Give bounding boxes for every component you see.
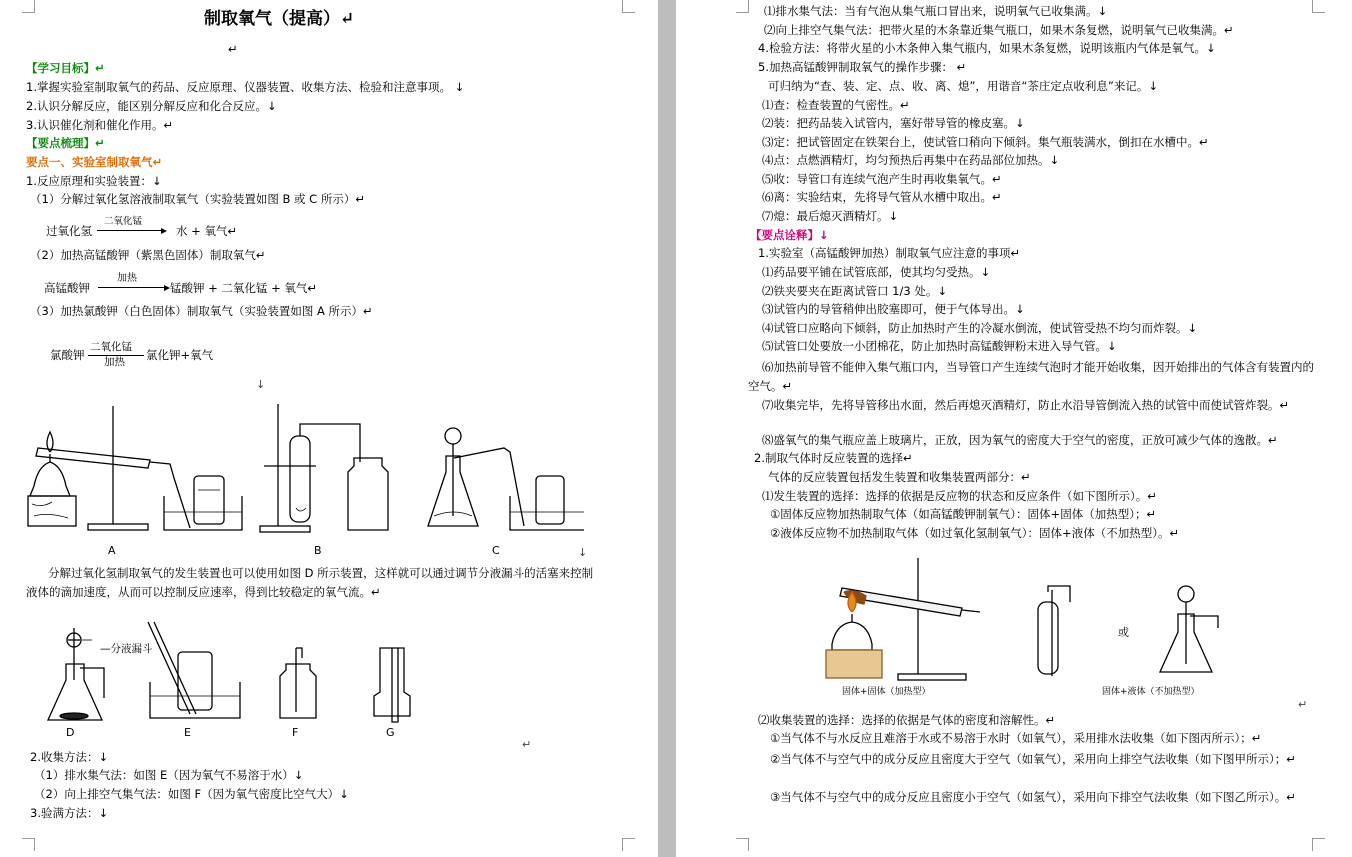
figure-label-c: C — [492, 544, 500, 557]
text-line: ⑶试管内的导管稍伸出胶塞即可，便于气体导出。↓ — [762, 302, 1025, 316]
subsection-header: 要点一、实验室制取氧气↵ — [26, 155, 163, 169]
text-line: ⑹离：实验结束，先将导气管从水槽中取出。↵ — [762, 190, 1002, 204]
page-corner-mark — [22, 838, 35, 851]
text-line: ⑸收：导管口有连续气泡产生时再收集氧气。↵ — [762, 172, 1002, 186]
equation-products: 水 + 氧气↵ — [176, 224, 238, 238]
caption-solid-solid: 固体+固体（加热型） — [842, 687, 931, 697]
figure-label-f: F — [292, 726, 299, 739]
text-line: （2）加热高锰酸钾（紫黑色固体）制取氧气↵ — [30, 248, 266, 262]
text-line: 3.验满方法：↓ — [30, 806, 109, 820]
text-line: 气体的反应装置包括发生装置和收集装置两部分：↵ — [768, 470, 1031, 484]
apparatus-figure-defg — [30, 618, 530, 742]
figure-label-a: A — [108, 544, 116, 557]
section-header-points: 【要点梳理】↵ — [26, 136, 105, 150]
text-line: 5.加热高锰酸钾制取氧气的操作步骤： ↵ — [758, 60, 967, 74]
generator-apparatus-figure — [822, 552, 1242, 702]
equation-condition-top: 二氧化锰 — [90, 341, 132, 353]
paragraph-note-7: ⑺收集完毕，先将导管移出水面，然后再熄灭酒精灯，防止水沿导管倒流入热的试管中而使试管炸裂。↵ — [762, 398, 1290, 412]
funnel-label: —分液漏斗 — [100, 643, 153, 655]
text-line: ⑵向上排空气集气法：把带火星的木条靠近集气瓶口，如果木条复燃，说明氧气已收集满。↵ — [764, 23, 1234, 37]
page-corner-mark — [622, 0, 635, 13]
equation-reactant: 氯酸钾 — [50, 348, 85, 362]
text-line: ⑶定：把试管固定在铁架台上，使试管口稍向下倾斜。集气瓶装满水，倒扣在水槽中。↵ — [762, 135, 1209, 149]
or-label: 或 — [1118, 626, 1129, 639]
text-line: 3.认识催化剂和催化作用。↵ — [26, 118, 174, 132]
figure-label-g: G — [386, 726, 395, 739]
text-line: ⑵铁夹要夹在距离试管口 1/3 处。↓ — [762, 284, 947, 298]
text-line: ⑴查：检查装置的气密性。↵ — [762, 98, 910, 112]
reaction-arrow — [97, 230, 163, 231]
left-page — [0, 0, 658, 857]
text-line: 1.反应原理和实验装置：↓ — [26, 174, 162, 188]
text-line: ⑴药品要平铺在试管底部，使其均匀受热。↓ — [762, 265, 991, 279]
equation-condition: 二氧化锰 — [104, 216, 143, 227]
paragraph-mark-icon: ↵ — [522, 738, 532, 751]
document-title: 制取氧气（提高）↵ — [204, 9, 355, 29]
right-page — [676, 0, 1352, 857]
page-corner-mark — [1312, 838, 1325, 851]
paragraph-mark-icon: ↓ — [256, 378, 266, 391]
text-line: ⑷试管口应略向下倾斜，防止加热时产生的冷凝水倒流，使试管受热不均匀而炸裂。↓ — [762, 321, 1198, 335]
text-line: ⑵装：把药品装入试管内，塞好带导管的橡皮塞。↓ — [762, 116, 1025, 130]
blank-paragraph: ↵ — [228, 42, 238, 56]
caption-solid-liquid: 固体+液体（不加热型） — [1102, 687, 1200, 697]
paragraph-collect-up: ②当气体不与空气中的成分反应且密度大于空气（如氧气），采用向上排空气法收集（如下图甲所示）；↵ — [770, 752, 1296, 766]
page-corner-mark — [736, 838, 749, 851]
paragraph-mark-icon: ↓ — [578, 546, 588, 559]
text-line: ⑸试管口处要放一小团棉花，防止加热时高锰酸钾粉末进入导气管。↓ — [762, 339, 1117, 353]
paragraph-note-6: ⑹加热前导管不能伸入集气瓶口内，当导管口产生连续气泡时才能开始收集，因开始排出的气体含有装置内的空气。↵ — [748, 360, 1314, 393]
text-line: ⑴排水集气法：当有气泡从集气瓶口冒出来，说明氧气已收集满。↓ — [764, 4, 1108, 18]
figure-label-d: D — [66, 726, 75, 739]
text-line: 4.检验方法：将带火星的小木条伸入集气瓶内，如果木条复燃，说明该瓶内气体是氧气。↓ — [758, 41, 1216, 55]
arrow-head-icon — [161, 228, 167, 234]
equation-condition: 加热 — [117, 273, 137, 284]
apparatus-figure-abc — [24, 396, 584, 560]
text-line: 1.实验室（高锰酸钾加热）制取氧气应注意的事项↵ — [758, 246, 1021, 260]
equation-condition-bottom: 加热 — [104, 356, 125, 368]
page-corner-mark — [622, 838, 635, 851]
text-line: 2.收集方法：↓ — [30, 750, 109, 764]
text-line: 1.掌握实验室制取氧气的药品、反应原理、仪器装置、收集方法、检验和注意事项。 ↓ — [26, 80, 465, 94]
text-line: 2.制取气体时反应装置的选择↵ — [754, 451, 913, 465]
text-line: （1）分解过氧化氢溶液制取氧气（实验装置如图 B 或 C 所示）↵ — [30, 192, 365, 206]
text-line: 2.认识分解反应，能区别分解反应和化合反应。↓ — [26, 99, 277, 113]
page-corner-mark — [1312, 0, 1325, 13]
paragraph-mark-icon: ↵ — [1298, 698, 1308, 711]
reaction-arrow — [98, 287, 166, 288]
equation-products: 氯化钾+氧气 — [146, 348, 214, 362]
figure-label-e: E — [184, 726, 191, 739]
text-line: （1）排水集气法：如图 E（因为氧气不易溶于水）↓ — [34, 768, 304, 782]
text-line: ⑵收集装置的选择：选择的依据是气体的密度和溶解性。↵ — [758, 713, 1056, 727]
text-line: ①固体反应物加热制取气体（如高锰酸钾制氧气）：固体+固体（加热型）；↵ — [770, 507, 1157, 521]
text-line: ⑺熄：最后熄灭酒精灯。↓ — [762, 209, 899, 223]
page-corner-mark — [22, 0, 35, 13]
text-line: ⑷点：点燃酒精灯，均匀预热后再集中在药品部位加热。↓ — [762, 153, 1060, 167]
figure-label-b: B — [314, 544, 322, 557]
text-line: （3）加热氯酸钾（白色固体）制取氧气（实验装置如图 A 所示）↵ — [30, 304, 373, 318]
page-corner-mark — [736, 0, 749, 13]
text-line: 可归纳为“查、装、定、点、收、离、熄”，用谐音“茶庄定点收利息”来记。↓ — [768, 79, 1158, 93]
equation-products: 锰酸钾 + 二氧化锰 + 氧气↵ — [170, 281, 318, 295]
paragraph-funnel: 分解过氧化氢制取氧气的发生装置也可以使用如图 D 所示装置，这样就可以通过调节分液漏斗的活塞来控制液体的滴加速度，从而可以控制反应速率，得到比较稳定的氧气流。↵ — [26, 566, 594, 599]
equation-reactant: 高锰酸钾 — [44, 281, 90, 295]
section-header-notes: 【要点诠释】↓ — [750, 228, 829, 242]
text-line: ②液体反应物不加热制取气体（如过氧化氢制氧气）：固体+液体（不加热型）。↵ — [770, 526, 1180, 540]
text-line: （2）向上排空气集气法：如图 F（因为氧气密度比空气大）↓ — [34, 787, 349, 801]
paragraph-collect-down: ③当气体不与空气中的成分反应且密度小于空气（如氢气），采用向下排空气法收集（如下图乙所示）。↵ — [770, 790, 1296, 804]
text-line: ①当气体不与水反应且难溶于水或不易溶于水时（如氧气），采用排水法收集（如下图丙所示）；↵ — [770, 731, 1262, 745]
text-line: ⑻盛氧气的集气瓶应盖上玻璃片，正放，因为氧气的密度大于空气的密度，正放可减少气体的逸散。↵ — [762, 433, 1278, 447]
equation-reactant: 过氧化氢 — [46, 224, 92, 238]
section-header-goals: 【学习目标】↵ — [26, 61, 105, 75]
text-line: ⑴发生装置的选择：选择的依据是反应物的状态和反应条件（如下图所示）。↵ — [762, 489, 1157, 503]
